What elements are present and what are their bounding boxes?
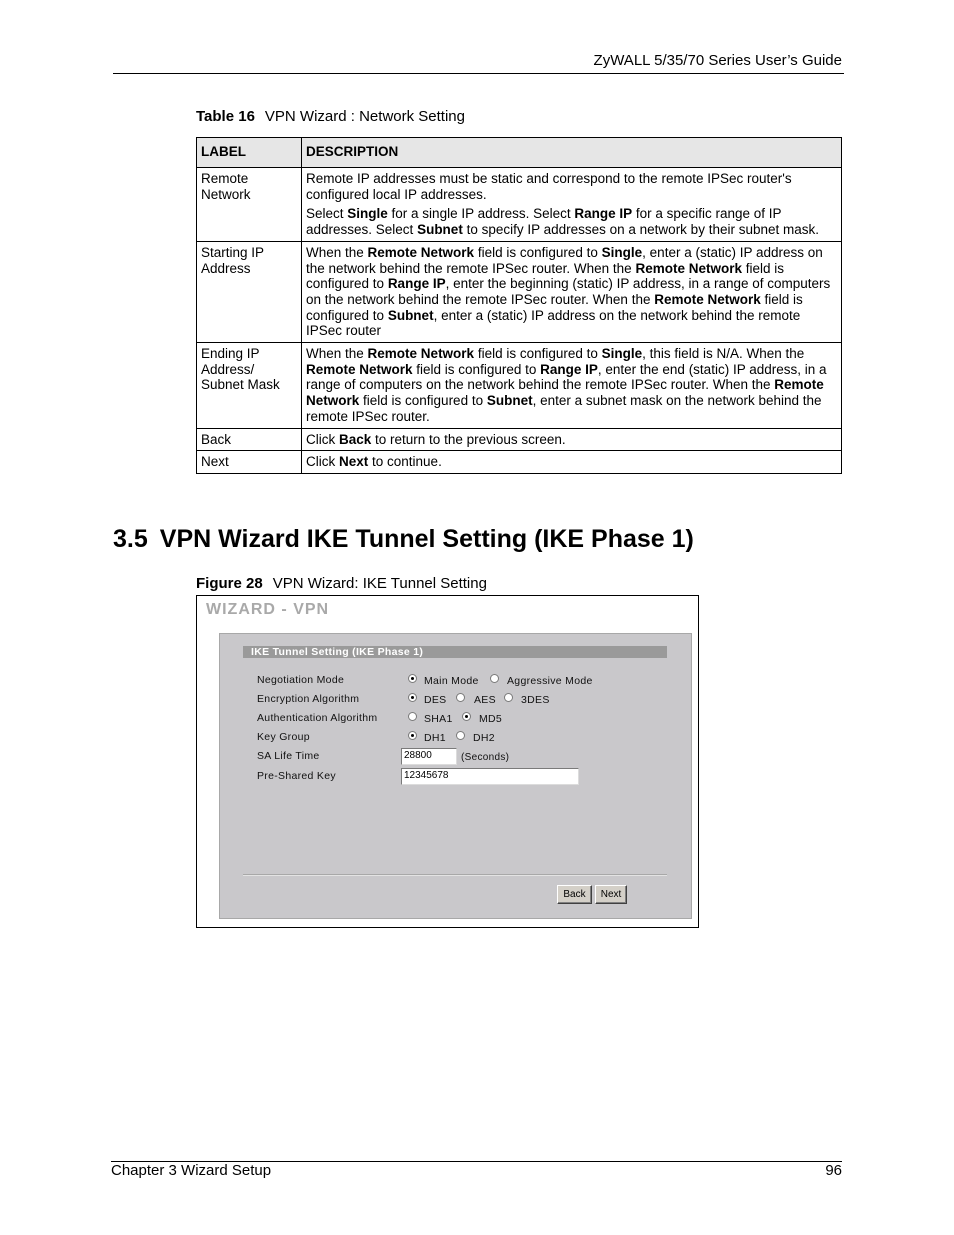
description-paragraph <box>306 454 837 470</box>
description-text: for a specific range of IP addresses. Select <box>306 206 782 238</box>
table-caption-label: Table 16 <box>196 108 255 125</box>
description-text: Remote IP addresses must be static and correspond to the remote IPSec router's configured local IP addresses. <box>306 171 792 202</box>
description-text: , enter a (static) IP address on the network behind the remote IPSec router <box>306 307 801 339</box>
description-text: field is configured to <box>474 346 602 362</box>
description-paragraph <box>306 346 837 425</box>
bold-term: Remote Network <box>306 377 824 409</box>
sa-life-time-input[interactable]: 28800 <box>401 748 457 765</box>
key-group-label: Key Group <box>257 731 310 743</box>
description-text: field is configured to <box>306 291 803 323</box>
bold-term: Remote Network <box>654 291 761 307</box>
table-header-row <box>197 138 842 168</box>
sa-life-time-unit: (Seconds) <box>461 752 510 763</box>
bold-term: Range IP <box>574 206 633 222</box>
row-label: Remote Network <box>197 168 302 242</box>
table-row <box>197 343 842 429</box>
pre-shared-key-label: Pre-Shared Key <box>257 770 336 782</box>
table-row <box>197 451 842 474</box>
des-option-label: DES <box>424 694 447 706</box>
aggressive-mode-radio[interactable] <box>490 674 499 683</box>
figure-caption-label: Figure 28 <box>196 575 263 592</box>
dh2-radio[interactable] <box>456 731 465 740</box>
3des-option-label: 3DES <box>521 694 550 706</box>
description-paragraph <box>306 432 837 448</box>
ike-settings-panel <box>219 633 692 919</box>
bold-term: Single <box>601 346 643 362</box>
description-text: , enter a subnet mask on the network behind the remote IPSec router. <box>306 393 822 424</box>
bold-term: Subnet <box>486 393 533 409</box>
row-description <box>302 428 842 451</box>
bold-term: Subnet <box>417 222 463 238</box>
description-text: to continue. <box>368 454 442 470</box>
row-description <box>302 168 842 242</box>
bold-term: Single <box>347 206 388 222</box>
aggressive-mode-option-label: Aggressive Mode <box>507 675 593 687</box>
panel-title-bar: IKE Tunnel Setting (IKE Phase 1) <box>243 646 667 658</box>
description-text: Click <box>306 454 339 470</box>
col-description-header: DESCRIPTION <box>302 138 842 168</box>
row-description <box>302 241 842 342</box>
aes-option-label: AES <box>474 694 496 706</box>
description-text: for a single IP address. Select <box>387 206 575 222</box>
authentication-algorithm-label: Authentication Algorithm <box>257 712 378 724</box>
network-setting-table <box>196 137 842 474</box>
des-radio[interactable] <box>408 693 417 702</box>
header-rule <box>113 73 844 74</box>
bold-term: Remote Network <box>306 361 413 377</box>
figure-caption <box>196 575 487 592</box>
section-heading <box>113 525 694 554</box>
description-paragraph <box>306 206 837 237</box>
md5-radio[interactable] <box>462 712 471 721</box>
sa-life-time-label: SA Life Time <box>257 750 320 762</box>
table-row <box>197 168 842 242</box>
description-text: Click <box>306 431 339 447</box>
main-mode-option-label: Main Mode <box>424 675 479 687</box>
pre-shared-key-input[interactable]: 12345678 <box>401 768 579 785</box>
section-number: 3.5 <box>113 525 148 553</box>
description-text: When the <box>306 346 368 362</box>
description-text: field is configured to <box>474 244 602 260</box>
md5-option-label: MD5 <box>479 713 503 725</box>
dh1-radio[interactable] <box>408 731 417 740</box>
row-description <box>302 343 842 429</box>
dh1-option-label: DH1 <box>424 732 446 744</box>
description-text: , enter a (static) IP address on the network behind the remote IPSec router. When the <box>306 244 823 276</box>
next-button[interactable]: Next <box>595 885 627 904</box>
back-button[interactable]: Back <box>557 885 592 904</box>
figure-caption-title: VPN Wizard: IKE Tunnel Setting <box>272 575 487 592</box>
footer-chapter: Chapter 3 Wizard Setup <box>111 1162 272 1179</box>
aes-radio[interactable] <box>456 693 465 702</box>
bold-term: Range IP <box>540 361 598 377</box>
wizard-screenshot <box>196 595 699 928</box>
row-label: Ending IP Address/ Subnet Mask <box>197 343 302 429</box>
description-text: Select <box>306 206 348 222</box>
row-label: Back <box>197 428 302 451</box>
sha1-option-label: SHA1 <box>424 713 453 725</box>
guide-title: ZyWALL 5/35/70 Series User’s Guide <box>593 52 842 69</box>
negotiation-mode-label: Negotiation Mode <box>257 674 345 686</box>
col-label-header: LABEL <box>197 138 302 168</box>
dh2-option-label: DH2 <box>473 732 495 744</box>
row-label: Next <box>197 451 302 474</box>
description-text: to return to the previous screen. <box>371 431 566 447</box>
description-paragraph <box>306 245 837 339</box>
bold-term: Remote Network <box>367 244 475 260</box>
table-row <box>197 241 842 342</box>
wizard-title: WIZARD - VPN <box>206 601 330 618</box>
bold-term: Remote Network <box>367 346 475 362</box>
table-caption <box>196 108 465 125</box>
table-row <box>197 428 842 451</box>
panel-separator <box>243 874 667 876</box>
description-text: When the <box>306 244 368 260</box>
sha1-radio[interactable] <box>408 712 417 721</box>
main-mode-radio[interactable] <box>408 674 417 683</box>
3des-radio[interactable] <box>504 693 513 702</box>
table-caption-title: VPN Wizard : Network Setting <box>264 108 465 125</box>
description-text: field is configured to <box>306 260 785 292</box>
bold-term: Next <box>339 454 369 470</box>
description-text: , this field is N/A. When the <box>642 346 805 362</box>
section-title: VPN Wizard IKE Tunnel Setting (IKE Phase 1) <box>159 525 694 553</box>
description-text: , enter the end (static) IP address, in a range of computers on the network behind the remote IPSec router. When the <box>306 361 827 393</box>
row-label: Starting IP Address <box>197 241 302 342</box>
bold-term: Subnet <box>387 307 434 323</box>
encryption-algorithm-label: Encryption Algorithm <box>257 693 360 705</box>
description-text: , enter the beginning (static) IP address, in a range of computers on the network behind the remote IPSec router. When the <box>306 276 831 307</box>
bold-term: Back <box>339 431 372 447</box>
footer-page-number: 96 <box>825 1162 842 1179</box>
bold-term: Remote Network <box>635 260 742 276</box>
description-text: to specify IP addresses on a network by their subnet mask. <box>462 222 819 238</box>
description-text: field is configured to <box>359 393 487 409</box>
row-description <box>302 451 842 474</box>
description-paragraph <box>306 171 837 202</box>
bold-term: Range IP <box>387 276 446 292</box>
bold-term: Single <box>601 244 643 260</box>
description-text: field is configured to <box>412 361 541 377</box>
